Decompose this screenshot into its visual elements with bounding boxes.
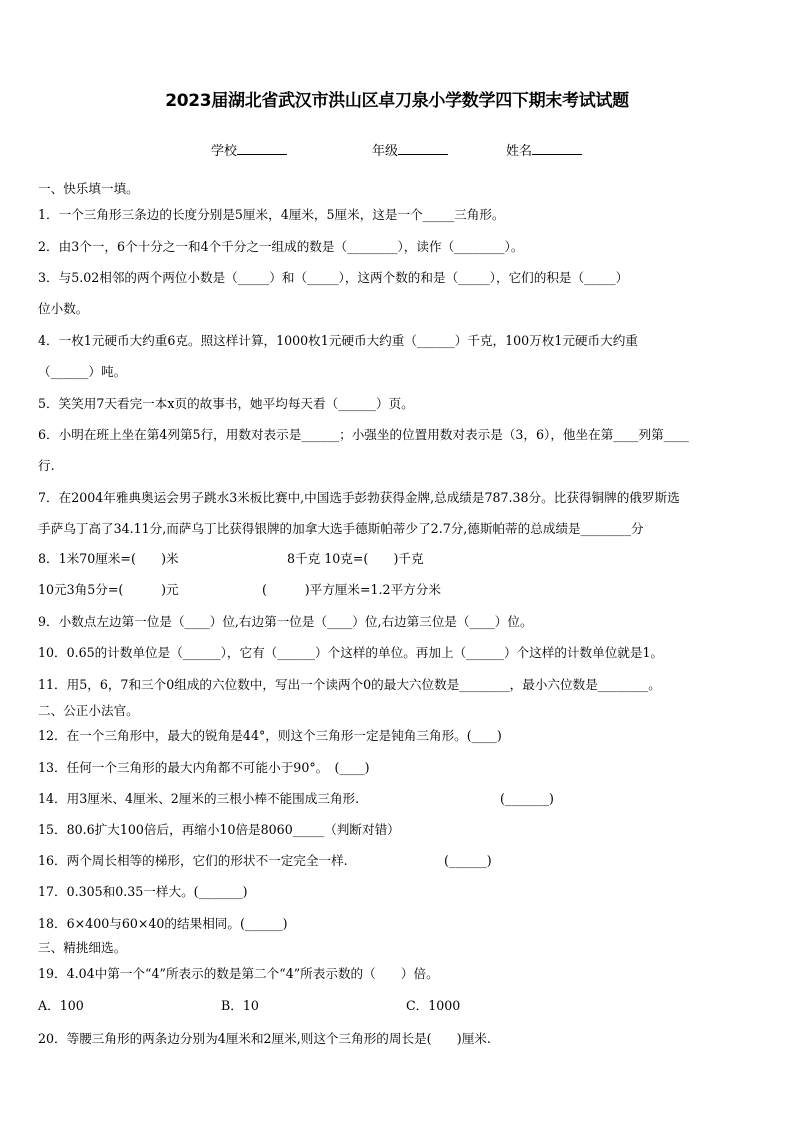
question-19-option-a: A．100 [38, 998, 84, 1013]
question-14: 14．用3厘米、4厘米、2厘米的三根小棒不能围成三角形. [38, 791, 360, 806]
question-8-part-2: 8千克 10克=( )千克 [287, 551, 424, 566]
question-4-line-2: （______）吨。 [38, 364, 127, 379]
page-title: 2023届湖北省武汉市洪山区卓刀泉小学数学四下期末考试试题 [165, 91, 629, 111]
question-10: 10．0.65的计数单位是（______），它有（______）个这样的单位。再加上（______）个这样的计数单位就是1。 [38, 645, 664, 660]
school-label: 学校 [211, 144, 238, 159]
question-14-answer-blank: (_______) [500, 791, 554, 806]
question-18: 18．6×400与60×40的结果相同。(______) [38, 916, 288, 931]
question-15: 15．80.6扩大100倍后，再缩小10倍是8060_____（判断对错） [38, 822, 400, 837]
question-12: 12．在一个三角形中，最大的锐角是44°，则这个三角形一定是钝角三角形。(____) [38, 728, 502, 743]
question-8-part-4: ( )平方厘米=1.2平方分米 [262, 582, 441, 597]
question-6-line-2: 行. [38, 458, 55, 473]
section-heading-2: 二、公正小法官。 [38, 703, 139, 718]
question-19-option-c: C．1000 [406, 998, 461, 1013]
question-8-part-3: 10元3角5分=( )元 [38, 582, 179, 597]
question-16-answer-blank: (______) [444, 853, 492, 868]
school-field [211, 140, 287, 159]
grade-blank[interactable] [398, 142, 448, 155]
question-5: 5．笑笑用7天看完一本x页的故事书，她平均每天看（______）页。 [38, 396, 414, 411]
question-20: 20．等腰三角形的两条边分别为4厘米和2厘米,则这个三角形的周长是( )厘米. [38, 1031, 491, 1046]
question-1: 1．一个三角形三条边的长度分别是5厘米，4厘米，5厘米，这是一个_____三角形。 [38, 207, 505, 222]
name-label: 姓名 [506, 144, 533, 159]
school-blank[interactable] [237, 142, 287, 155]
question-8-part-1: 8．1米70厘米=( )米 [38, 551, 179, 566]
question-2: 2．由3个一，6个十分之一和4个千分之一组成的数是（________），读作（________）。 [38, 239, 524, 254]
question-4-line-1: 4．一枚1元硬币大约重6克。照这样计算，1000枚1元硬币大约重（______）千克，100万枚1元硬币大约重 [38, 333, 638, 348]
name-blank[interactable] [532, 142, 582, 155]
question-17: 17．0.305和0.35一样大。(_______) [38, 884, 248, 899]
grade-field [372, 140, 448, 159]
question-7-line-2: 手萨乌丁高了34.11分,而萨乌丁比获得银牌的加拿大选手德斯帕蒂少了2.7分,德斯帕蒂的总成绩是________分 [38, 521, 644, 536]
name-field [506, 140, 582, 159]
question-19-option-b: B．10 [221, 998, 259, 1013]
section-heading-1: 一、快乐填一填。 [38, 181, 139, 196]
grade-label: 年级 [372, 144, 399, 159]
section-heading-3: 三、精挑细选。 [38, 940, 127, 955]
question-16: 16．两个周长相等的梯形，它们的形状不一定完全一样. [38, 853, 348, 868]
question-9: 9．小数点左边第一位是（____）位,右边第一位是（____）位,右边第三位是（____）位。 [38, 614, 533, 629]
question-6-line-1: 6．小明在班上坐在第4列第5行，用数对表示是______；小强坐的位置用数对表示是（3，6），他坐在第____列第____ [38, 427, 689, 442]
question-3-line-2: 位小数。 [38, 301, 89, 316]
question-19: 19．4.04中第一个“4”所表示的数是第二个“4”所表示数的（ ）倍。 [38, 966, 439, 981]
question-7-line-1: 7．在2004年雅典奥运会男子跳水3米板比赛中,中国选手彭勃获得金牌,总成绩是787.38分。比获得铜牌的俄罗斯选 [38, 490, 680, 505]
question-3-line-1: 3．与5.02相邻的两个两位小数是（_____）和（_____），这两个数的和是（_____），它们的积是（_____） [38, 270, 629, 285]
question-11: 11．用5，6，7和三个0组成的六位数中，写出一个读两个0的最大六位数是________，最小六位数是________。 [38, 677, 661, 692]
question-13: 13．任何一个三角形的最大内角都不可能小于90°。 (____) [38, 760, 370, 775]
